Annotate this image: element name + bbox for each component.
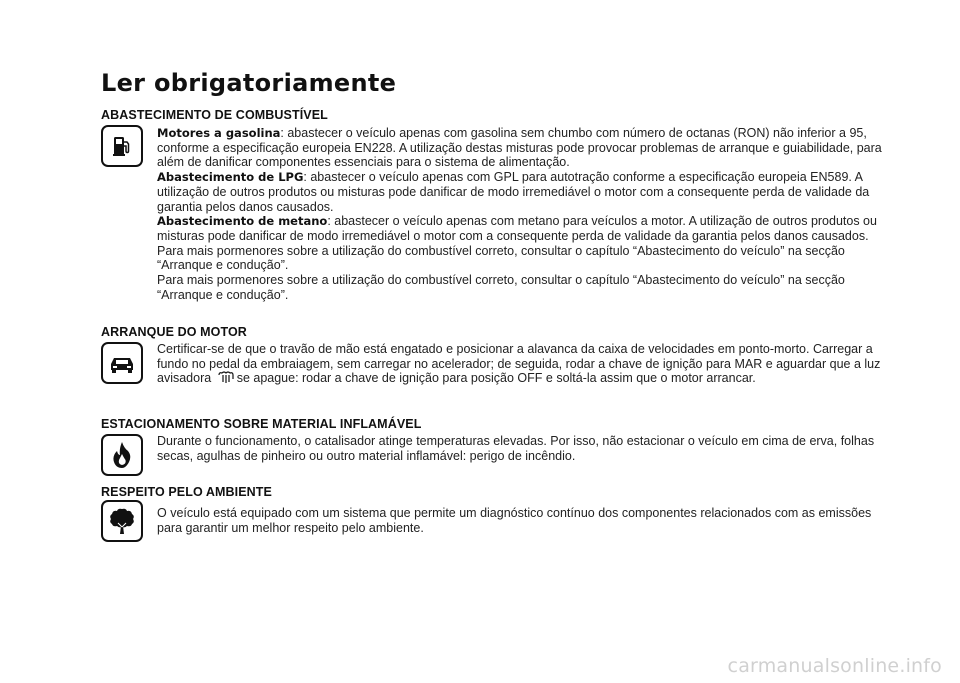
- parking-paragraph: Durante o funcionamento, o catalisador atinge temperaturas elevadas. Por isso, não estacionar o veículo em cima de erva, folhas secas, agulhas de pinheiro ou outro material inflamável: perigo de incêndio.: [157, 434, 875, 463]
- text-methane: : abastecer o veículo apenas com metano para veículos a motor. A utilização de outros produtos ou misturas pode danificar de modo irremediável o motor com a consequente perda de validade da garantia pelos danos causados. Para mais pormenores sobre a utilização do combustível correto, consultar o capítulo “Abastecimento do veículo” na secção “Arranque e condução”.: [157, 214, 877, 273]
- lead-methane: Abastecimento de metano: [157, 214, 328, 229]
- text-lpg: : abastecer o veículo apenas com GPL para autotração conforme a especificação europeia EN589. A utilização de outros produtos ou misturas pode danificar de modo irremediável o motor com a consequente perda de validade da garantia pelos danos causados.: [157, 170, 870, 214]
- fuel-paragraph-gasoline: [157, 126, 887, 170]
- text-more: Para mais pormenores sobre a utilização do combustível correto, consultar o capítulo “Abastecimento do veículo” na secção “Arranque e condução”.: [157, 273, 845, 302]
- fuel-pump-icon: [110, 134, 134, 158]
- environment-paragraph: O veículo está equipado com um sistema que permite um diagnóstico contínuo dos componentes relacionados com as emissões para garantir um melhor respeito pelo ambiente.: [157, 506, 872, 535]
- lead-gasoline: Motores a gasolina: [157, 126, 281, 140]
- tree-icon: [107, 506, 137, 536]
- section-heading-parking: ESTACIONAMENTO SOBRE MATERIAL INFLAMÁVEL: [101, 417, 422, 431]
- engine-text-before: Certificar-se de que o travão de mão está engatado e posicionar a alavanca da caixa de velocidades em ponto-morto. Carregar a fundo no pedal da embraiagem, sem carregar no acelerador; de seguida, rodar a chave de ignição para MAR e aguardar que a luz avisadora: [157, 342, 881, 386]
- glow-plug-warning-icon: [217, 371, 235, 388]
- engine-text-after: se apague: rodar a chave de ignição para posição OFF e soltá-la assim que o motor arrancar.: [236, 371, 756, 386]
- tree-icon-box: [101, 500, 143, 542]
- engine-start-paragraph: [157, 342, 887, 388]
- flame-icon-box: [101, 434, 143, 476]
- text-gasoline: : abastecer o veículo apenas com gasolina sem chumbo com número de octanas (RON) não inferior a 95, conforme a especificação europeia EN228. A utilização destas misturas pode provocar problemas de arranque e guiabilidade, para além de danificar componentes essenciais para o sistema de alimentação.: [157, 126, 882, 170]
- environment-text: [157, 506, 887, 535]
- lead-lpg: Abastecimento de LPG: [157, 170, 304, 185]
- engine-start-text: [157, 342, 887, 388]
- fuel-paragraph-lpg: [157, 170, 887, 214]
- flame-icon: [110, 441, 134, 469]
- fuel-paragraph-more: [157, 273, 887, 302]
- fuel-text: [157, 126, 887, 302]
- parking-text: [157, 434, 887, 463]
- section-heading-engine-start: ARRANQUE DO MOTOR: [101, 325, 247, 339]
- section-heading-environment: RESPEITO PELO AMBIENTE: [101, 485, 272, 499]
- car-front-icon: [108, 351, 136, 375]
- car-icon-box: [101, 342, 143, 384]
- section-heading-fuel: ABASTECIMENTO DE COMBUSTÍVEL: [101, 108, 328, 122]
- watermark: carmanualsonline.info: [727, 655, 942, 677]
- fuel-paragraph-methane: [157, 214, 887, 273]
- page-title: Ler obrigatoriamente: [101, 69, 397, 97]
- fuel-icon-box: [101, 125, 143, 167]
